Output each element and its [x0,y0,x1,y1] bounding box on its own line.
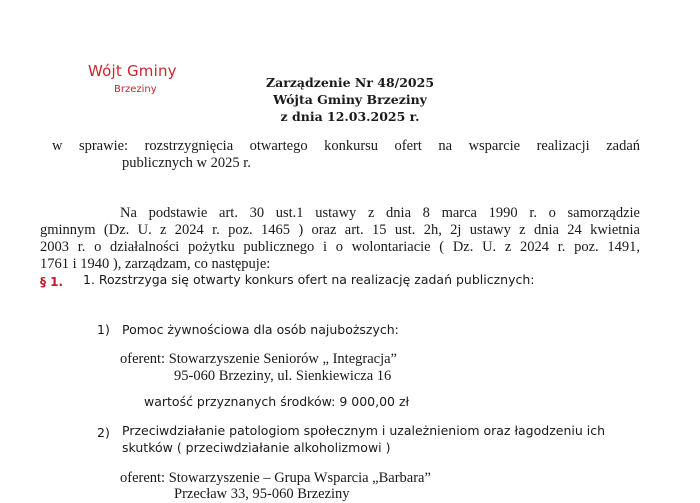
item-1-offeror-address: 95-060 Brzeziny, ul. Sienkiewicza 16 [174,368,392,384]
document-title: Zarządzenie Nr 48/2025 [265,75,435,90]
preamble-line-1: Na podstawie art. 30 ust.1 ustawy z dnia 8 marca 1990 r. o samorządzie [120,205,640,221]
item-2-number: 2) [97,425,110,440]
item-1-value: wartość przyznanych środków: 9 000,00 zł [144,394,410,409]
item-2-offeror-address: Przecław 33, 95-060 Brzeziny [174,486,350,502]
item-2-title-line-2: skutków ( przeciwdziałanie alkoholizmowi ) [122,440,391,455]
document-date: z dnia 12.03.2025 r. [280,109,420,124]
subject-line-2: publicznych w 2025 r. [122,155,251,171]
preamble-line-2: gminnym (Dz. U. z 2024 r. poz. 1465 ) oraz art. 15 ust. 2h, 2j ustawy z dnia 24 kwietnia [40,222,640,238]
item-1-title: Pomoc żywnościowa dla osób najuboższych: [122,322,399,337]
item-1-number: 1) [97,322,110,337]
section-text: 1. Rozstrzyga się otwarty konkurs ofert na realizację zadań publicznych: [83,272,535,287]
preamble-line-3: 2003 r. o działalności pożytku publicznego i o wolontariacie ( Dz. U. z 2024 r. poz. 1491, [40,239,640,255]
section-mark: § 1. [40,275,64,289]
item-2-title-line-1: Przeciwdziałanie patologiom społecznym i uzależnieniom oraz łagodzeniu ich [122,423,606,438]
preamble-line-4: 1761 i 1940 ), zarządzam, co następuje: [40,256,271,272]
stamp-title: Wójt Gminy [88,62,177,80]
subject-line-1: w sprawie: rozstrzygnięcia otwartego konkursu ofert na wsparcie realizacji zadań [52,138,640,154]
document-issuer: Wójta Gminy Brzeziny [273,92,427,107]
item-1-offeror: oferent: Stowarzyszenie Seniorów „ Integracja” [120,351,397,367]
item-2-offeror: oferent: Stowarzyszenie – Grupa Wsparcia „Barbara” [120,470,431,486]
stamp-subtitle: Brzeziny [114,84,157,95]
